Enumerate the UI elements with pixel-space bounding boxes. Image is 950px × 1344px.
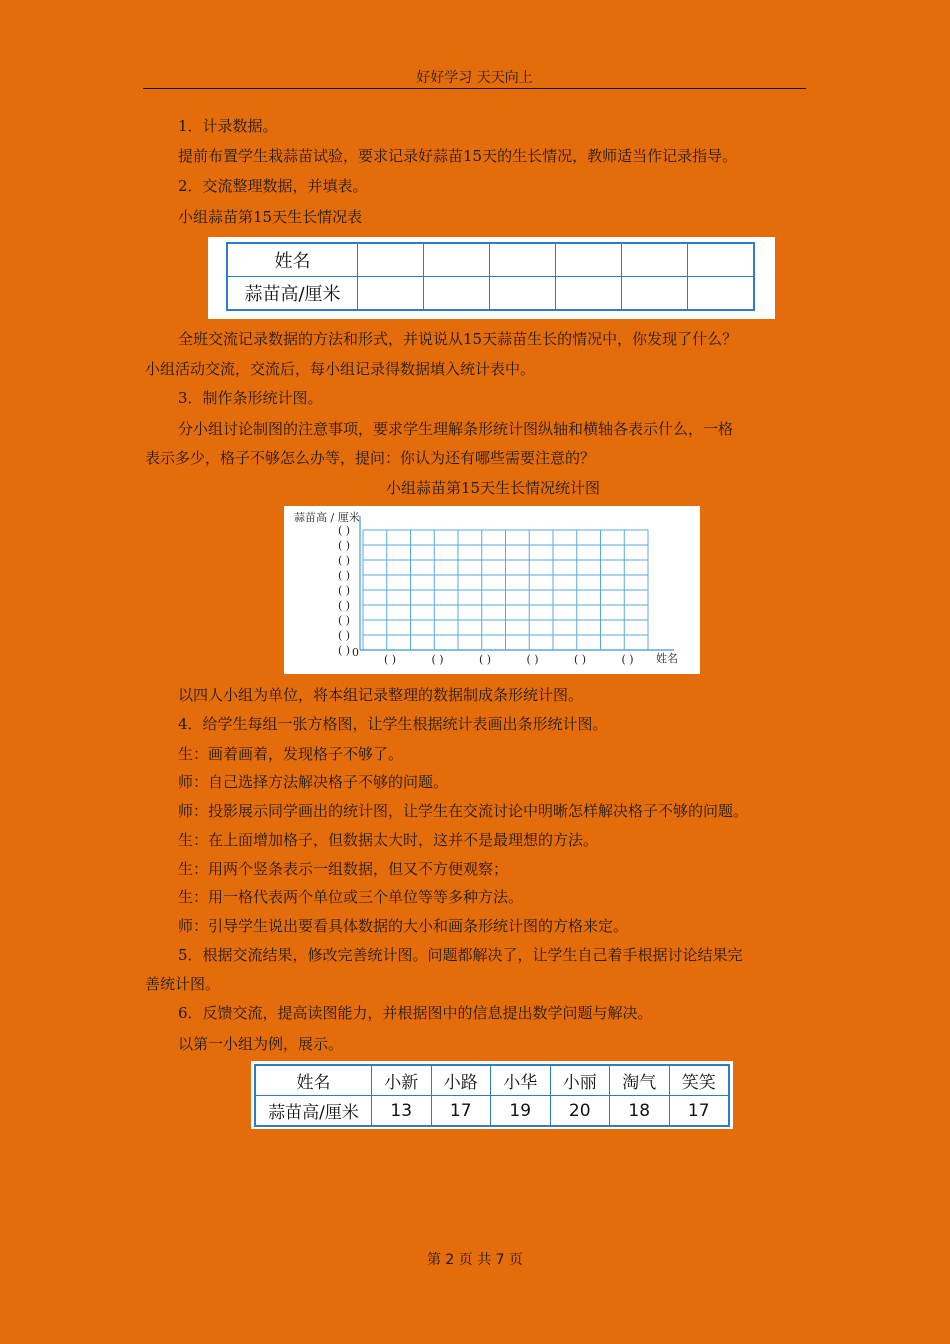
- name-cell: 小丽: [550, 1066, 610, 1096]
- x-tick-labels: [384, 653, 634, 666]
- table2-height-label: 蒜苗高/厘米: [256, 1096, 372, 1126]
- paragraph: 小组活动交流，交流后，每小组记录得数据填入统计表中。: [145, 360, 536, 378]
- y-tick-blank: ( ): [338, 554, 351, 567]
- step-5-heading: 5．根据交流结果，修改完善统计图。问题都解决了，让学生自己着手根据讨论结果完: [178, 946, 743, 964]
- paragraph: 分小组讨论制图的注意事项，要求学生理解条形统计图纵轴和横轴各表示什么，一格: [178, 420, 734, 438]
- page-footer: 第 2 页 共 7 页: [426, 1252, 524, 1268]
- y-tick-blank: ( ): [338, 614, 351, 627]
- y-axis-label: 蒜苗高 / 厘米: [294, 511, 360, 524]
- table-cell: [688, 244, 754, 277]
- paragraph: 以第一小组为例，展示。: [178, 1035, 344, 1053]
- y-tick-blank: ( ): [338, 644, 351, 657]
- step-2-heading: 2．交流整理数据，并填表。: [178, 177, 368, 195]
- table-cell: [490, 244, 556, 277]
- height-cell: 20: [550, 1096, 610, 1126]
- dialogue-line: 生：在上面增加格子，但数据太大时，这并不是最理想的方法。: [178, 831, 599, 849]
- dialogue-line: 师：投影展示同学画出的统计图，让学生在交流讨论中明晰怎样解决格子不够的问题。: [178, 802, 749, 820]
- growth-table-empty: [227, 243, 754, 310]
- table-cell: [424, 244, 490, 277]
- table-cell: [556, 244, 622, 277]
- name-cell: 笑笑: [669, 1066, 729, 1096]
- y-tick-blank: ( ): [338, 599, 351, 612]
- table-cell: [358, 244, 424, 277]
- origin-label: 0: [352, 646, 359, 659]
- name-cell: 小华: [491, 1066, 551, 1096]
- table-cell: [622, 277, 688, 310]
- table1-height-label: 蒜苗高/厘米: [228, 277, 358, 310]
- table2-container: [251, 1061, 733, 1129]
- height-cell: 18: [610, 1096, 670, 1126]
- chart-caption: 小组蒜苗第15天生长情况统计图: [385, 479, 601, 497]
- y-tick-blank: ( ): [338, 629, 351, 642]
- height-cell: 17: [669, 1096, 729, 1126]
- y-tick-blank: ( ): [338, 539, 351, 552]
- table-cell: [556, 277, 622, 310]
- y-tick-labels: [338, 524, 350, 657]
- table-cell: [358, 277, 424, 310]
- table1-container: [208, 237, 775, 319]
- group1-growth-table: [255, 1065, 729, 1126]
- dialogue-line: 生：画着画着，发现格子不够了。: [178, 745, 404, 763]
- y-tick-blank: ( ): [338, 524, 351, 537]
- dialogue-line: 生：用一格代表两个单位或三个单位等等多种方法。: [178, 888, 524, 906]
- page-header: 好好学习 天天向上: [416, 70, 533, 86]
- x-tick-blank: ( ): [431, 653, 444, 666]
- table2-name-label: 姓名: [256, 1066, 372, 1096]
- x-tick-blank: ( ): [526, 653, 539, 666]
- paragraph: 全班交流记录数据的方法和形式，并说说从15天蒜苗生长的情况中，你发现了什么？: [178, 330, 738, 348]
- x-tick-blank: ( ): [621, 653, 634, 666]
- table-cell: [622, 244, 688, 277]
- height-cell: 19: [491, 1096, 551, 1126]
- y-tick-blank: ( ): [338, 584, 351, 597]
- y-tick-blank: ( ): [338, 569, 351, 582]
- x-tick-blank: ( ): [384, 653, 397, 666]
- paragraph: 提前布置学生栽蒜苗试验，要求记录好蒜苗15天的生长情况，教师适当作记录指导。: [178, 147, 738, 165]
- table-cell: [424, 277, 490, 310]
- step-6-heading: 6．反馈交流，提高读图能力，并根据图中的信息提出数学问题与解决。: [178, 1004, 653, 1022]
- table-cell: [490, 277, 556, 310]
- table-cell: [688, 277, 754, 310]
- paragraph: 表示多少，格子不够怎么办等，提问：你认为还有哪些需要注意的？: [145, 449, 596, 467]
- x-axis-label: 姓名: [656, 652, 678, 665]
- header-rule: [143, 88, 806, 89]
- height-cell: 17: [431, 1096, 491, 1126]
- name-cell: 小新: [372, 1066, 432, 1096]
- dialogue-line: 生：用两个竖条表示一组数据，但又不方便观察；: [178, 860, 509, 878]
- height-cell: 13: [372, 1096, 432, 1126]
- step-1-heading: 1．计录数据。: [178, 117, 278, 135]
- chart-svg: [284, 506, 700, 674]
- blank-bar-chart: [284, 506, 700, 674]
- table1-caption: 小组蒜苗第15天生长情况表: [178, 208, 363, 226]
- x-tick-blank: ( ): [479, 653, 492, 666]
- x-tick-blank: ( ): [574, 653, 587, 666]
- step-4-heading: 4．给学生每组一张方格图，让学生根据统计表画出条形统计图。: [178, 715, 608, 733]
- dialogue-line: 师：引导学生说出要看具体数据的大小和画条形统计图的方格来定。: [178, 917, 629, 935]
- name-cell: 小路: [431, 1066, 491, 1096]
- name-cell: 淘气: [610, 1066, 670, 1096]
- paragraph: 善统计图。: [145, 975, 221, 993]
- dialogue-line: 师：自己选择方法解决格子不够的问题。: [178, 773, 449, 791]
- paragraph: 以四人小组为单位，将本组记录整理的数据制成条形统计图。: [178, 686, 584, 704]
- step-3-heading: 3．制作条形统计图。: [178, 389, 323, 407]
- chart-grid: [360, 516, 674, 650]
- table1-name-label: 姓名: [228, 244, 358, 277]
